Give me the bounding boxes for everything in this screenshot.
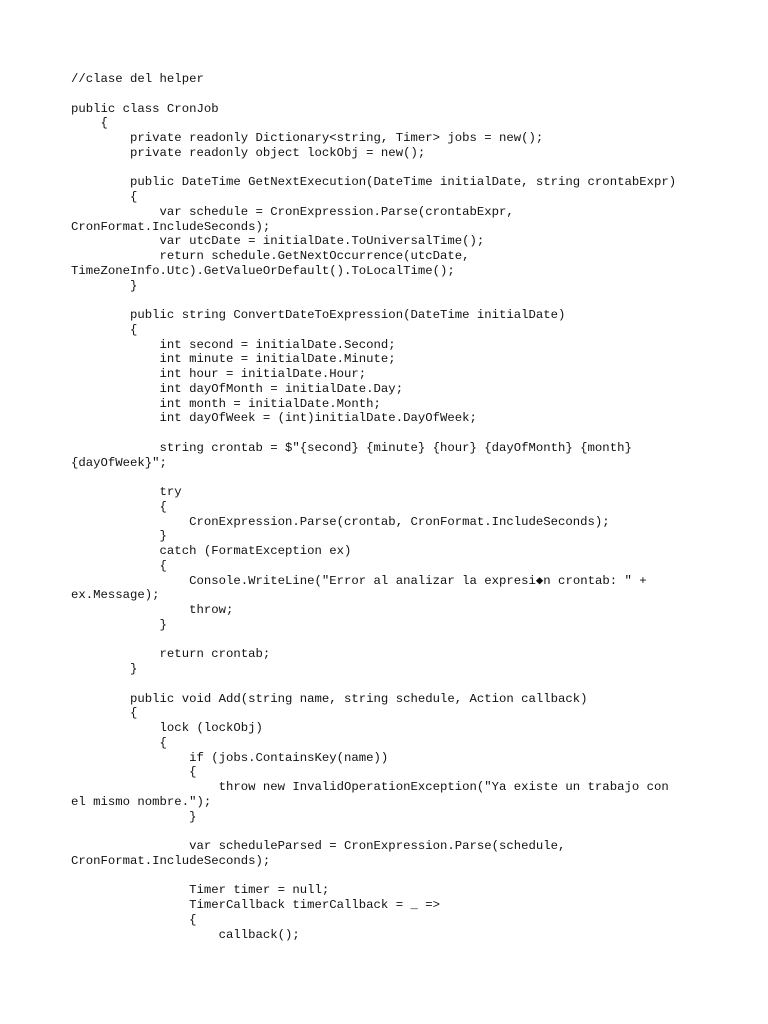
code-line xyxy=(71,426,711,441)
code-line: throw; xyxy=(71,603,234,617)
code-line: } xyxy=(71,529,167,544)
code-line: { xyxy=(71,912,197,927)
code-line: { xyxy=(71,735,167,750)
code-line: CronFormat.IncludeSeconds); xyxy=(71,219,271,234)
code-line: public class CronJob xyxy=(71,101,219,116)
code-line: } xyxy=(71,809,197,824)
code-line: private readonly object lockObj = new(); xyxy=(71,145,426,160)
code-line: { xyxy=(71,116,108,131)
code-line: { xyxy=(71,706,138,721)
code-line: int dayOfMonth = initialDate.Day; xyxy=(71,381,404,396)
code-line xyxy=(71,293,711,308)
code-line: int month = initialDate.Month; xyxy=(71,396,381,411)
code-line: var schedule = CronExpression.Parse(crontabExpr, xyxy=(71,204,514,219)
code-line: try xyxy=(71,485,182,499)
code-line: ex.Message); xyxy=(71,588,160,603)
code-line: { xyxy=(71,765,197,780)
code-line: { xyxy=(71,558,167,573)
code-line: CronExpression.Parse(crontab, CronFormat.IncludeSeconds); xyxy=(71,514,610,529)
code-line: int minute = initialDate.Minute; xyxy=(71,352,396,367)
code-block xyxy=(71,72,711,942)
code-line: var scheduleParsed = CronExpression.Parse(schedule, xyxy=(71,839,566,853)
code-line: int second = initialDate.Second; xyxy=(71,337,396,352)
code-line: el mismo nombre."); xyxy=(71,794,212,809)
code-line: callback(); xyxy=(71,927,300,942)
code-line xyxy=(71,824,711,839)
code-line: private readonly Dictionary<string, Timer> jobs = new(); xyxy=(71,131,544,145)
code-line: { xyxy=(71,190,138,204)
code-line: throw new InvalidOperationException("Ya existe un trabajo con xyxy=(71,780,669,794)
code-line: CronFormat.IncludeSeconds); xyxy=(71,853,271,868)
code-line: { xyxy=(71,322,138,337)
code-line: //clase del helper xyxy=(71,72,204,86)
code-line: {dayOfWeek}"; xyxy=(71,455,167,470)
code-line: } xyxy=(71,662,138,676)
code-line xyxy=(71,87,711,102)
code-line: Timer timer = null; xyxy=(71,883,330,898)
code-line: public DateTime GetNextExecution(DateTime initialDate, string crontabExpr) xyxy=(71,175,677,190)
code-line xyxy=(71,470,711,485)
code-line: TimerCallback timerCallback = _ => xyxy=(71,898,440,912)
code-line: public string ConvertDateToExpression(DateTime initialDate) xyxy=(71,308,566,322)
code-line xyxy=(71,677,711,692)
code-line xyxy=(71,633,711,648)
code-line: public void Add(string name, string schedule, Action callback) xyxy=(71,691,588,706)
code-line: if (jobs.ContainsKey(name)) xyxy=(71,750,389,765)
code-line: return crontab; xyxy=(71,647,271,662)
code-line: int hour = initialDate.Hour; xyxy=(71,367,367,381)
code-line: int dayOfWeek = (int)initialDate.DayOfWeek; xyxy=(71,411,477,426)
code-line: } xyxy=(71,278,138,293)
code-line xyxy=(71,161,711,176)
code-line: } xyxy=(71,617,167,632)
code-line: { xyxy=(71,499,167,514)
code-line: Console.WriteLine("Error al analizar la expresi◆n crontab: " + xyxy=(71,573,647,588)
code-line: var utcDate = initialDate.ToUniversalTime(); xyxy=(71,234,485,249)
code-line: lock (lockObj) xyxy=(71,721,263,735)
code-line: catch (FormatException ex) xyxy=(71,544,352,558)
code-line: return schedule.GetNextOccurrence(utcDate, xyxy=(71,249,470,263)
code-line xyxy=(71,869,711,884)
code-line: string crontab = $"{second} {minute} {hour} {dayOfMonth} {month} xyxy=(71,440,632,455)
code-line: TimeZoneInfo.Utc).GetValueOrDefault().ToLocalTime(); xyxy=(71,263,455,278)
